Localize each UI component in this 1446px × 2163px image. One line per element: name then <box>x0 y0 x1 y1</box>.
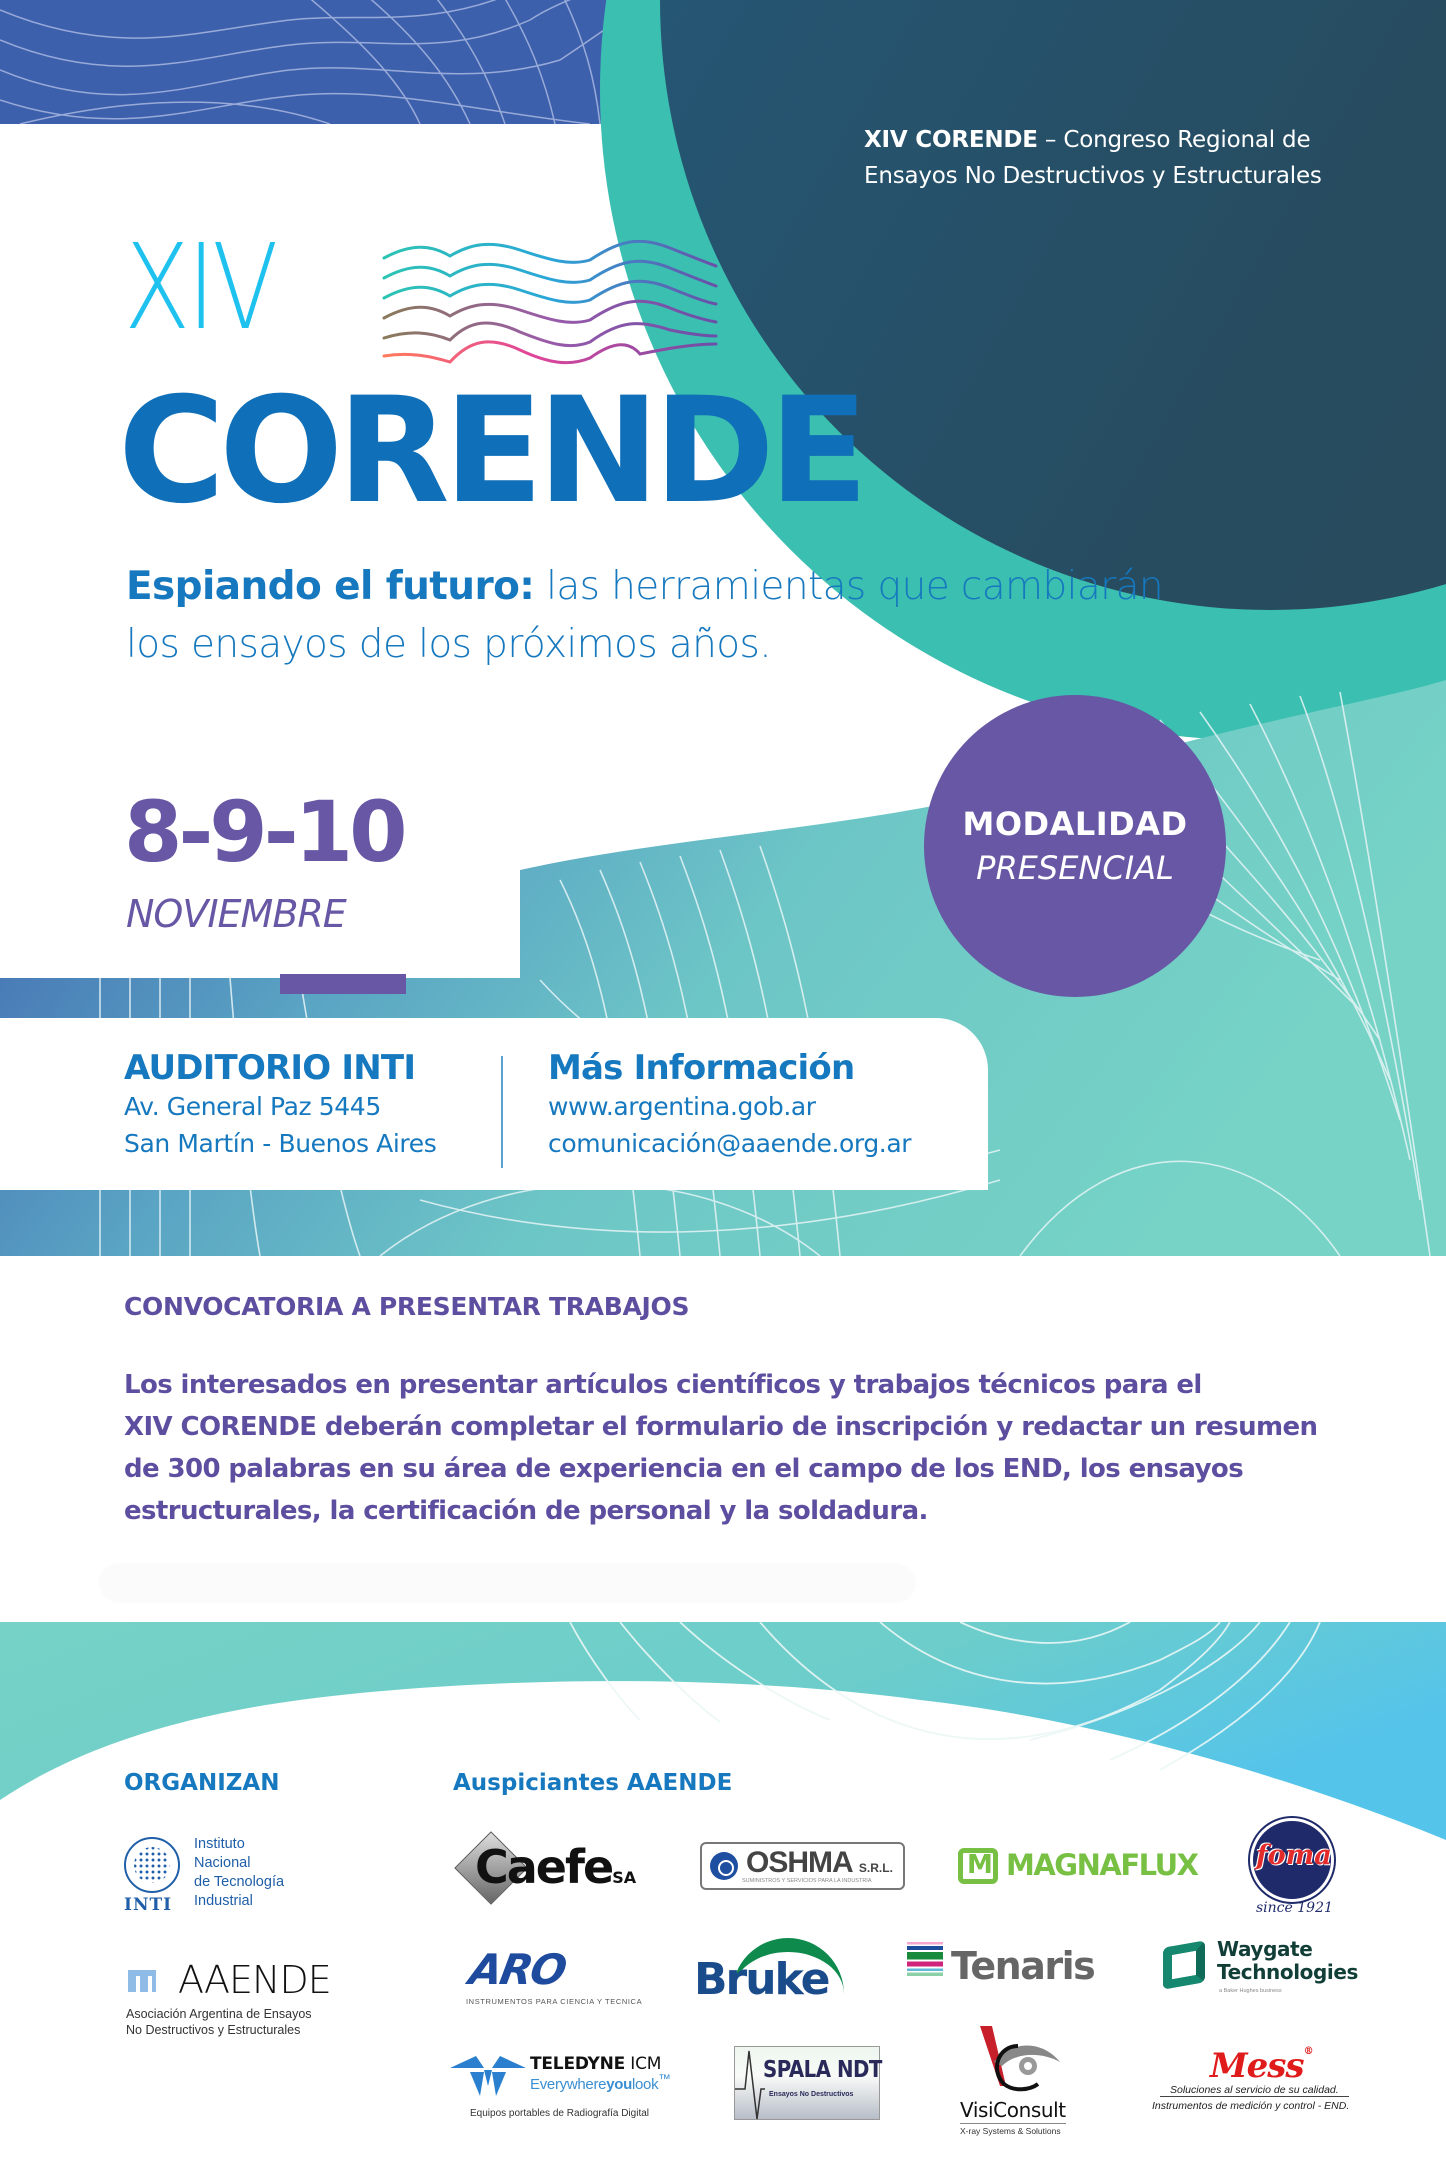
modality-title: MODALIDAD <box>962 805 1188 843</box>
cfp-line: estructurales, la certificación de personal y la soldadura. <box>124 1496 928 1526</box>
teledyne-mark-icon <box>450 2056 526 2096</box>
call-for-papers-body <box>124 1364 1384 1532</box>
mess-logo: Mess® Soluciones al servicio de su calidad. Instrumentos de medición y control - END. <box>1152 2046 1350 2112</box>
tenaris-logo: Tenaris <box>905 1940 1105 1996</box>
tagline-line2: Ensayos No Destructivos y Estructurales <box>864 163 1322 189</box>
event-month: NOVIEMBRE <box>126 892 346 936</box>
cfp-line: XIV CORENDE deberán completar el formulario de inscripción y redactar un resumen <box>124 1412 1318 1442</box>
teledyne-logo: TELEDYNE ICM Everywhereyoulook™ Equipos portables de Radiografía Digital <box>450 2052 690 2132</box>
event-full-name: XIV CORENDE – Congreso Regional de Ensayos No Destructivos y Estructurales <box>864 127 1322 189</box>
website-link[interactable]: www.argentina.gob.ar <box>548 1092 816 1121</box>
sponsors-title: Auspiciantes AAENDE <box>453 1770 733 1796</box>
magnaflux-mark-icon <box>958 1848 998 1884</box>
event-theme: Espiando el futuro: las herramientas que cambiarán los ensayos de los próximos años. <box>126 564 1163 667</box>
aaende-logo: AAENDE Asociación Argentina de Ensayos No Destructivos y Estructurales <box>126 1958 331 2037</box>
accent-bar <box>280 974 406 994</box>
theme-bold: Espiando el futuro: <box>126 564 535 609</box>
foma-logo: foma since 1921 <box>1250 1818 1334 1918</box>
magnaflux-logo: M MAGNAFLUX <box>958 1842 1198 1888</box>
eye-mark-icon <box>972 2026 1062 2098</box>
inti-logo: INTI Instituto Nacional de Tecnología Industrial <box>124 1836 285 1915</box>
tagline-bold: XIV CORENDE <box>864 127 1038 153</box>
modality-mode: PRESENCIAL <box>976 849 1174 887</box>
vertical-divider <box>501 1056 503 1168</box>
venue-block <box>124 1048 436 1162</box>
venue-address: Av. General Paz 5445 <box>124 1092 381 1121</box>
venue-name: AUDITORIO INTI <box>124 1048 416 1088</box>
more-info-block <box>548 1048 911 1162</box>
cfp-line: de 300 palabras en su área de experiencia en el campo de los END, los ensayos <box>124 1454 1244 1484</box>
inti-seal-icon <box>124 1837 180 1893</box>
more-info-title: Más Información <box>548 1048 855 1088</box>
caefe-logo: CaefeSA <box>455 1836 655 1902</box>
theme-line2: los ensayos de los próximos años. <box>126 622 772 667</box>
modality-badge <box>924 695 1226 997</box>
divider-pill <box>100 1564 915 1602</box>
globe-icon <box>710 1852 738 1880</box>
call-for-papers-title: CONVOCATORIA A PRESENTAR TRABAJOS <box>124 1292 690 1321</box>
signal-waves-icon <box>380 240 720 370</box>
hexagon-icon <box>1163 1940 1205 1989</box>
stripes-icon <box>907 1942 943 1976</box>
venue-city: San Martín - Buenos Aires <box>124 1129 437 1158</box>
visiconsult-logo: VisiConsult X-ray Systems & Solutions <box>960 2026 1090 2140</box>
bruke-logo: Bruke <box>690 1932 850 2012</box>
event-days: 8-9-10 <box>124 783 404 881</box>
email-link[interactable]: comunicación@aaende.org.ar <box>548 1129 912 1158</box>
aro-logo: ARO INSTRUMENTOS PARA CIENCIA Y TECNICA <box>465 1945 643 2006</box>
logo-numeral: XIV <box>124 218 276 356</box>
aaende-mark-icon <box>126 1966 158 1994</box>
cfp-line: Los interesados en presentar artículos científicos y trabajos técnicos para el <box>124 1370 1202 1400</box>
pulse-line-icon <box>735 2047 765 2121</box>
organizers-title: ORGANIZAN <box>124 1770 280 1796</box>
spala-ndt-logo: SPALA NDT Ensayos No Destructivos <box>734 2046 880 2120</box>
logo-name: CORENDE <box>118 366 863 536</box>
waygate-logo: Waygate Technologies a Baker Hughes business <box>1163 1938 1363 2008</box>
oshma-logo: OSHMA S.R.L. SUMINISTROS Y SERVICIOS PARA LA INDUSTRIA <box>700 1842 905 1890</box>
